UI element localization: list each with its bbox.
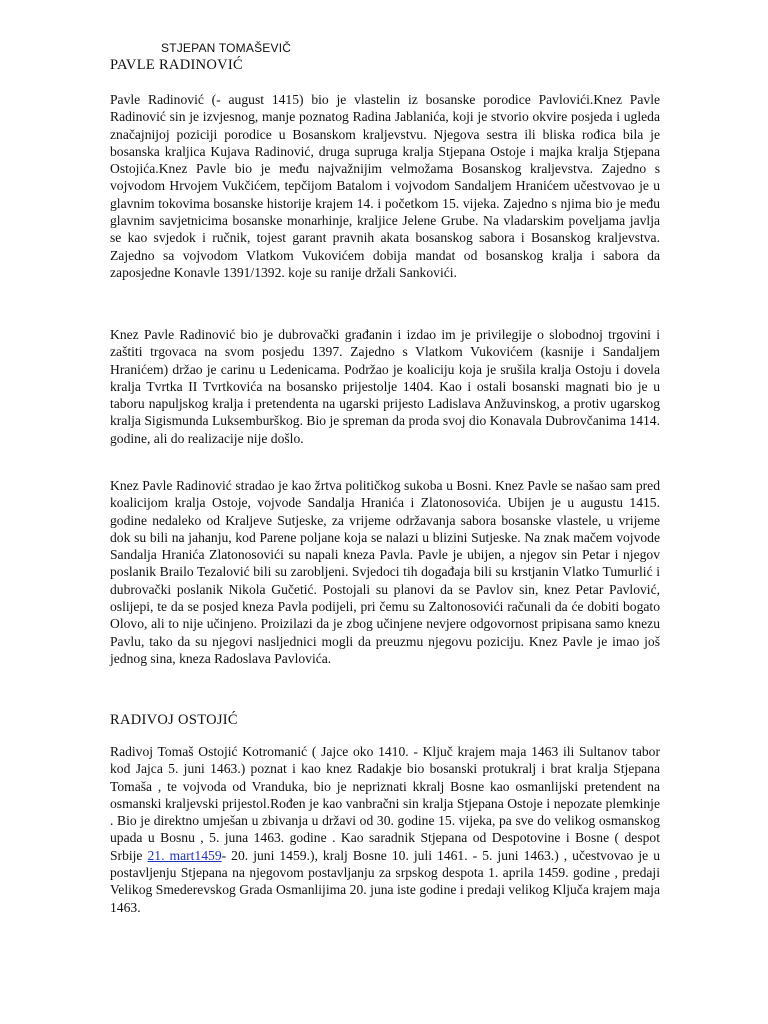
section-title-radivoj: RADIVOJ OSTOJIĆ <box>110 712 238 728</box>
paragraph-text: - 20. juni 1459.), kralj Bosne 10. juli 1461. - 5. juni 1463.) , učestvovao je u postavljenju Stjepana na njegovom postavljanju za srpskog despota 1. aprila 1459. godine , predaji Velikog Smederevskog Grada Osmanlijima 20. juna iste godine i predaji velikog Ključa krajem maja 1463. <box>110 847 660 915</box>
paragraph <box>110 743 660 916</box>
paragraph: Knez Pavle Radinović bio je dubrovački građanin i izdao im je privilegije o slobodnoj trgovini i zaštiti trgovaca na svom posjedu 1397. Zajedno s Vlatkom Vukovićem (kasnije i Sandaljem Hranićem) držao je carinu u Ledenicama. Podržao je koaliciju koja je srušila kralja Ostoju i dovela kralja Tvrtka II Tvrtkovića na bosansko prijestolje 1404. Kao i ostali bosanski magnati bio je u taboru napuljskog kralja i pretendenta na ugarski prijesto Ladislava Anžuvinskog, a protiv ugarskog kralja Sigismunda Luksemburškog. Bio je spreman da proda svoj dio Konavala Dubrovčanima 1414. godine, ali do realizacije nije došlo. <box>110 327 660 446</box>
paragraph-text: Radivoj Tomaš Ostojić Kotromanić ( Jajce oko 1410. - Ključ krajem maja 1463 ili Sultanov tabor kod Jajca 5. juni 1463.) poznat i kao knez Radakje bio bosanski protukralj i brat kralja Stjepana Tomaša , te vojvoda od Vranduka, bio je nepriznati kkralj Bosne kao osmanlijski pretendent na osmanski kraljevski prijestol.Rođen je kao vanbračni sin kralja Stjepana Ostoje i nepozate plemkinje . Bio je direktno umješan u zbivanja u državi od 30. godine 15. vijeka, pa sve do velikog osmanskog upada u Bosnu , 5. juna 1463. godine . Kao saradnik Stjepana od Despotovine i Bosne ( despot Srbije <box>110 744 660 863</box>
author-name: STJEPAN TOMAŠEVIČ <box>161 41 292 55</box>
paragraph: Pavle Radinović (- august 1415) bio je vlastelin iz bosanske porodice Pavlovići.Knez Pavle Radinović sin je izvjesnog, manje poznatog Radina Jablanića, koji je stvorio okvire posjeda i ugleda značajnijoj poziciji porodice u Bosanskom kraljevstvu. Njegova sestra ili bliska rođica bila je bosanska kraljica Kujava Radinović, druga supruga kralja Stjepana Ostoje i majka kralja Stjepana Ostojića.Knez Pavle bio je među najvažnijim velmožama Bosanskog kraljevstva. Zajedno s vojvodom Hrvojem Vukčićem, tepčijom Batalom i vojvodom Sandaljem Hranićem učestvovao je u glavnim tokovima bosanske historije krajem 14. i početkom 15. vijeka. Zajedno s njima bio je među glavnim savjetnicima bosanske monarhinje, kraljice Jelene Grube. Na vladarskim poveljama javlja se kao svjedok i ručnik, tojest garant pravnih akata bosanskog sabora i Bosanskog kraljevstva. Zajedno sa vojvodom Vlatkom Vukovićem dobija mandat od bosanskog kralja i sabora da zaposjedne Konavle 1391/1392. koje su ranije držali Sankovići. <box>110 92 660 280</box>
section-title-pavle: PAVLE RADINOVIĆ <box>110 57 244 73</box>
date-link[interactable]: 21. mart1459 <box>147 847 222 863</box>
paragraph: Knez Pavle Radinović stradao je kao žrtva političkog sukoba u Bosni. Knez Pavle se našao sam pred koalicijom kralja Ostoje, vojvode Sandalja Hranića i Zlatonosovića. Ubijen je u augustu 1415. godine nedaleko od Kraljeve Sutjeske, za vrijeme održavanja sabora bosanske vlastele, u vrijeme dok su bili na jahanju, kod Parene poljane koja se nalazi u blizini Sutjeske. Na znak mačem vojvode Sandalja Hranića Zlatonosovići su napali kneza Pavla. Pavle je ubijen, a njegov sin Petar i njegov poslanik Brailo Tezalović bili su zarobljeni. Svjedoci tih događaja bili su krstjanin Vlatko Tumurlić i dubrovački poslanik Nikola Gučetić. Postojali su planovi da se Pavlov sin, knez Petar Pavlović, oslijepi, te da se posjed kneza Pavla podijeli, pri čemu su Zaltonosovići računali da će dobiti bogato Olovo, ali to nije učinjeno. Proizilazi da je zbog učinjene nevjere odgovornost pripisana samo knezu Pavlu, tako da su njegovi nasljednici mogli da preuzmu njegovu poziciju. Knez Pavle je imao još jednog sina, kneza Radoslava Pavlovića. <box>110 478 660 666</box>
